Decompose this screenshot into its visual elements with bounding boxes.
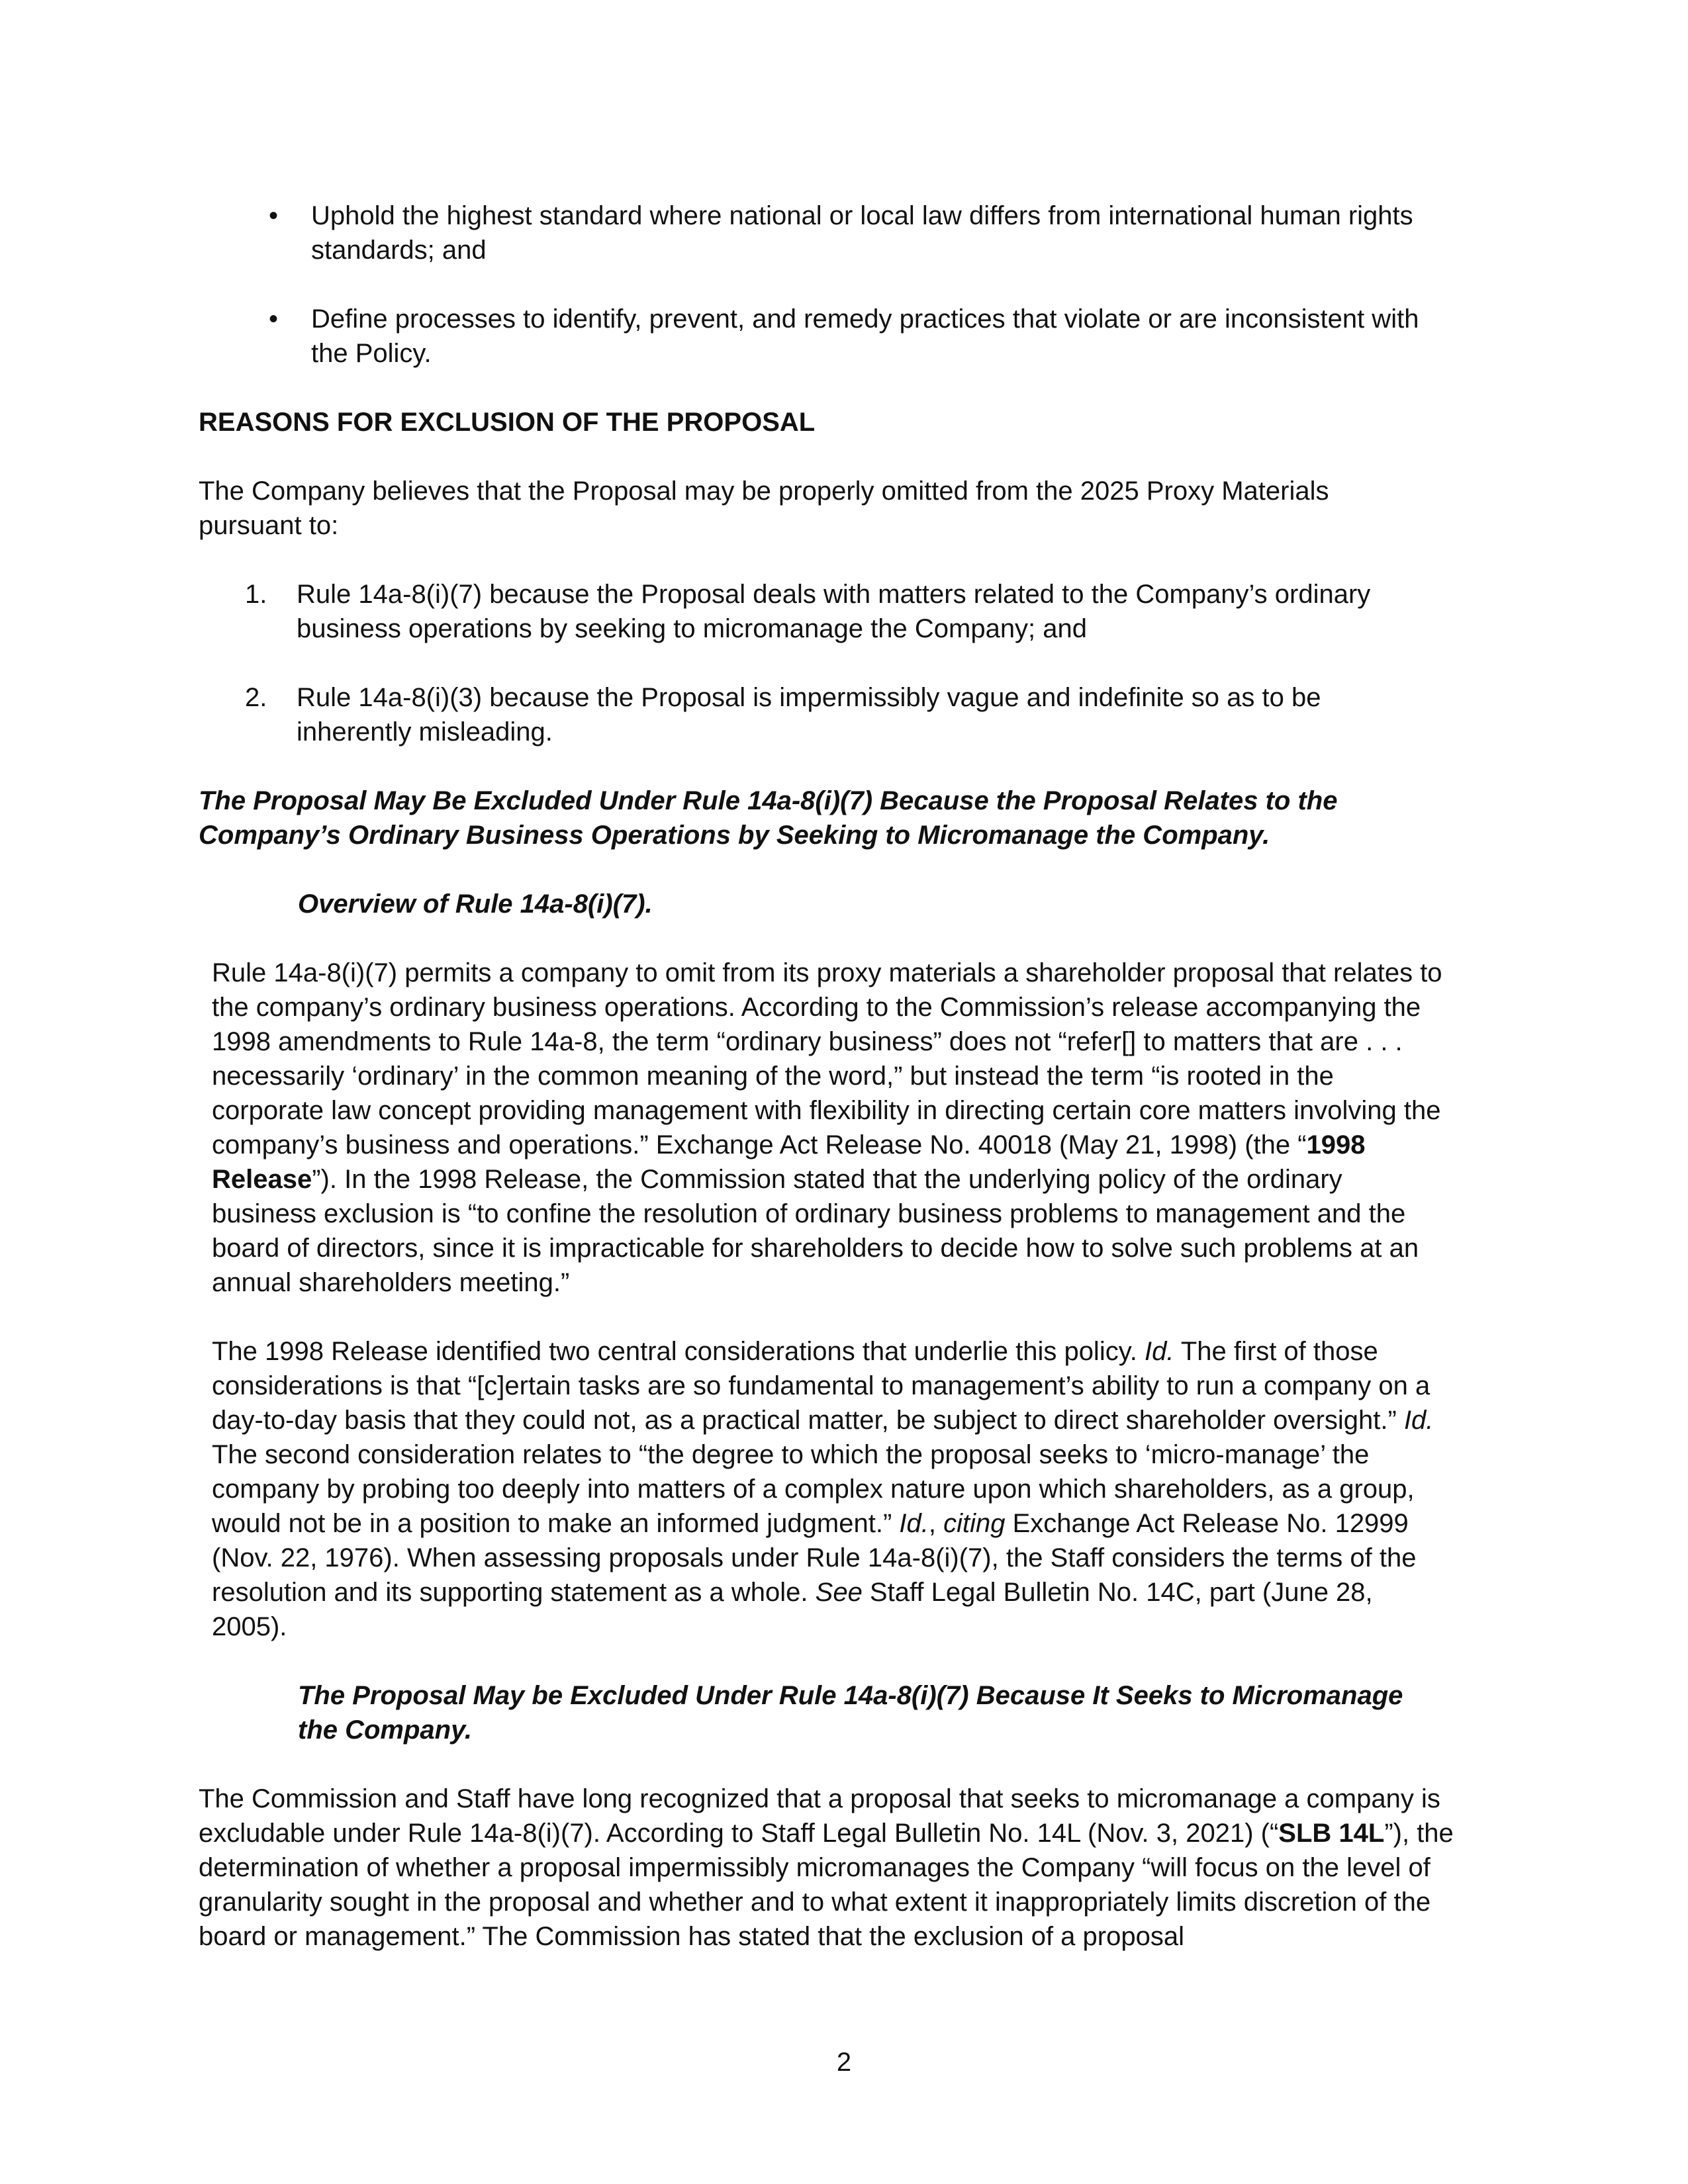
- paragraph-text: The Commission and Staff have long recognized that a proposal that seeks to micromanage a company is excludable under Rule 14a-8(i)(7). According to Staff Legal Bulletin No. 14L (Nov. 3, 2021) (“: [199, 1784, 1440, 1848]
- page-number: 2: [836, 2048, 852, 2077]
- paragraph-text: Staff Legal Bulletin No. 14C, part (June 28, 2005).: [212, 1578, 1373, 1641]
- paragraph-text: ,: [928, 1509, 944, 1538]
- paragraph-text: ”), the determination of whether a proposal impermissibly micromanages the Company “will focus on the level of granularity sought in the proposal and whether and to what extent it inappropriately limits discretion of the board or management.” The Commission has stated that the exclusion of a proposal: [199, 1819, 1454, 1951]
- bullet-marker: •: [269, 304, 279, 334]
- defined-term: SLB 14L: [1278, 1819, 1385, 1848]
- bullet-text: Uphold the highest standard where national or local law differs from international human rights standards; and: [311, 201, 1413, 265]
- bullet-marker: •: [269, 201, 279, 230]
- paragraph-text: ”). In the 1998 Release, the Commission stated that the underlying policy of the ordinary business exclusion is “to confine the resolution of ordinary business problems to management and the board of directors, since it is impracticable for shareholders to decide how to solve such problems at an annual shareholders meeting.”: [212, 1165, 1419, 1297]
- bullet-text: Define processes to identify, prevent, and remedy practices that violate or are inconsistent with the Policy.: [311, 304, 1419, 368]
- reasons-heading: REASONS FOR EXCLUSION OF THE PROPOSAL: [199, 408, 816, 437]
- paragraph-considerations: [212, 1334, 1443, 1644]
- paragraph-text: Exchange Act Release No. 12999 (Nov. 22, 1976). When assessing proposals under Rule 14a-8(i)(7), the Staff considers the terms of the resolution and its supporting statement as a whole.: [212, 1509, 1417, 1607]
- section-heading: The Proposal May Be Excluded Under Rule 14a-8(i)(7) Because the Proposal Relates to the Company’s Ordinary Business Operations by Seeking to Micromanage the Company.: [199, 786, 1338, 850]
- numbered-item-1: [245, 577, 1435, 646]
- numbered-marker: 1.: [245, 580, 267, 609]
- numbered-text: Rule 14a-8(i)(3) because the Proposal is impermissibly vague and indefinite so as to be inherently misleading.: [297, 683, 1321, 747]
- paragraph-text: Rule 14a-8(i)(7) permits a company to omit from its proxy materials a shareholder proposal that relates to the company’s ordinary business operations. According to the Commission’s release accompanying the 1998 amendments to Rule 14a-8, the term “ordinary business” does not “refer[] to matters that are . . . necessarily ‘ordinary’ in the common meaning of the word,” but instead the term “is rooted in the corporate law concept providing management with flexibility in directing certain core matters involving the company’s business and operations.” Exchange Act Release No. 40018 (May 21, 1998) (the “: [212, 958, 1442, 1160]
- citation-id: Id.: [899, 1509, 929, 1538]
- paragraph-micromanage: [199, 1782, 1470, 1954]
- paragraph-text: The second consideration relates to “the degree to which the proposal seeks to ‘micro-manage’ the company by probing too deeply into matters of a complex nature upon which shareholders, as a group, would not be in a position to make an informed judgment.”: [212, 1440, 1415, 1538]
- subheading-micromanage: The Proposal May be Excluded Under Rule 14a-8(i)(7) Because It Seeks to Micromanage the Company.: [298, 1681, 1403, 1745]
- intro-paragraph: The Company believes that the Proposal may be properly omitted from the 2025 Proxy Materials pursuant to:: [199, 477, 1329, 540]
- citation-signal: citing: [943, 1509, 1006, 1538]
- citation-id: Id.: [1403, 1406, 1434, 1435]
- citation-signal: See: [815, 1578, 863, 1607]
- defined-term: 1998 Release: [212, 1130, 1366, 1194]
- paragraph-text: The 1998 Release identified two central considerations that underlie this policy.: [212, 1337, 1145, 1366]
- citation-id: Id.: [1144, 1337, 1174, 1366]
- bullet-item-1: [269, 199, 1450, 267]
- numbered-item-2: [245, 680, 1435, 749]
- paragraph-text: The first of those considerations is that “[c]ertain tasks are so fundamental to management’s ability to run a company on a day-to-day basis that they could not, as a practical matter, be subject to direct shareholder oversight.”: [212, 1337, 1430, 1435]
- numbered-text: Rule 14a-8(i)(7) because the Proposal deals with matters related to the Company’s ordinary business operations by seeking to micromanage the Company; and: [297, 580, 1371, 643]
- paragraph-overview: [212, 956, 1443, 1300]
- numbered-marker: 2.: [245, 683, 267, 712]
- subheading-overview: Overview of Rule 14a-8(i)(7).: [298, 889, 653, 919]
- bullet-item-2: [269, 302, 1450, 371]
